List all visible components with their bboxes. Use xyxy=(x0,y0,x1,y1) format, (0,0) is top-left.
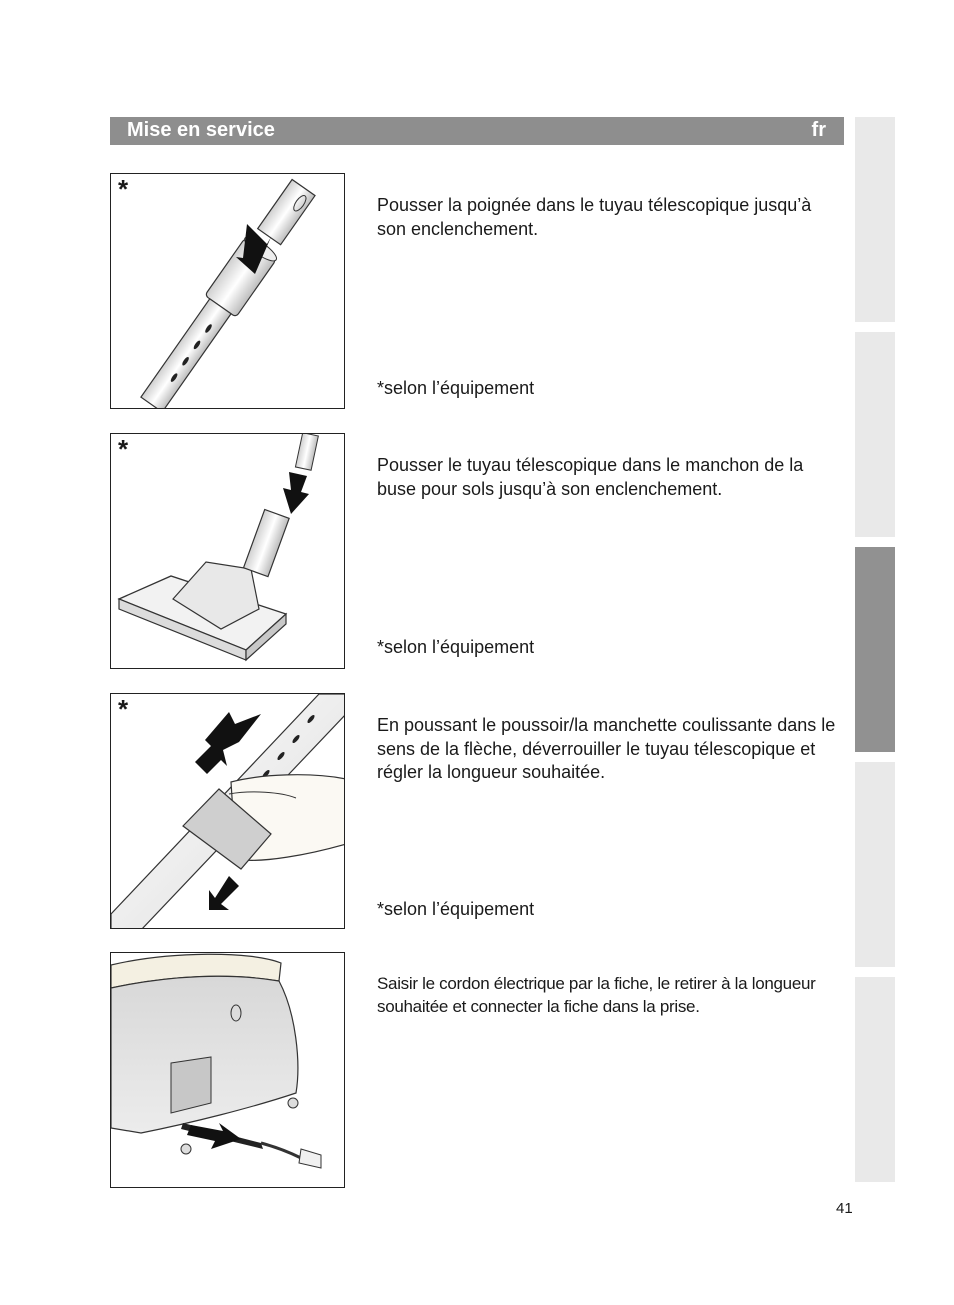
side-tab-5[interactable] xyxy=(855,977,895,1182)
step-2-instruction: Pousser le tuyau télescopique dans le manchon de la buse pour sols jusqu’à son enclenchement. xyxy=(377,455,804,499)
figure-handle-into-tube xyxy=(110,173,345,409)
handle-tube-illustration xyxy=(111,174,345,409)
side-tab-2[interactable] xyxy=(855,332,895,537)
figure-power-cord xyxy=(110,952,345,1188)
asterisk-marker: * xyxy=(118,694,129,724)
floor-nozzle-illustration xyxy=(111,434,345,669)
section-title: Mise en service xyxy=(127,119,275,141)
asterisk-marker: * xyxy=(118,434,129,464)
telescopic-tube-illustration xyxy=(111,694,345,929)
step-1-instruction: Pousser la poignée dans le tuyau télescopique jusqu’à son enclenchement. xyxy=(377,195,812,239)
figure-tube-into-nozzle xyxy=(110,433,345,669)
side-tab-4[interactable] xyxy=(855,762,895,967)
step-3-instruction: En poussant le poussoir/la manchette coulissante dans le sens de la flèche, déverrouiller le tuyau télescopique et régler la longueur souhaitée. xyxy=(377,715,836,782)
vacuum-cord-illustration xyxy=(111,953,345,1188)
step-4-instruction: Saisir le cordon électrique par la fiche, le retirer à la longueur souhaitée et connecter la fiche dans la prise. xyxy=(377,974,816,1016)
step-1-note: *selon l’équipement xyxy=(377,378,535,398)
step-3-note: *selon l’équipement xyxy=(377,899,535,919)
asterisk-marker: * xyxy=(118,174,129,204)
page-number: 41 xyxy=(836,1200,853,1217)
step-2-note: *selon l’équipement xyxy=(377,637,535,657)
section-header xyxy=(110,117,844,145)
figure-telescopic-adjust xyxy=(110,693,345,929)
language-code: fr xyxy=(811,119,826,141)
side-tab-1[interactable] xyxy=(855,117,895,322)
side-tab-3-active[interactable] xyxy=(855,547,895,752)
